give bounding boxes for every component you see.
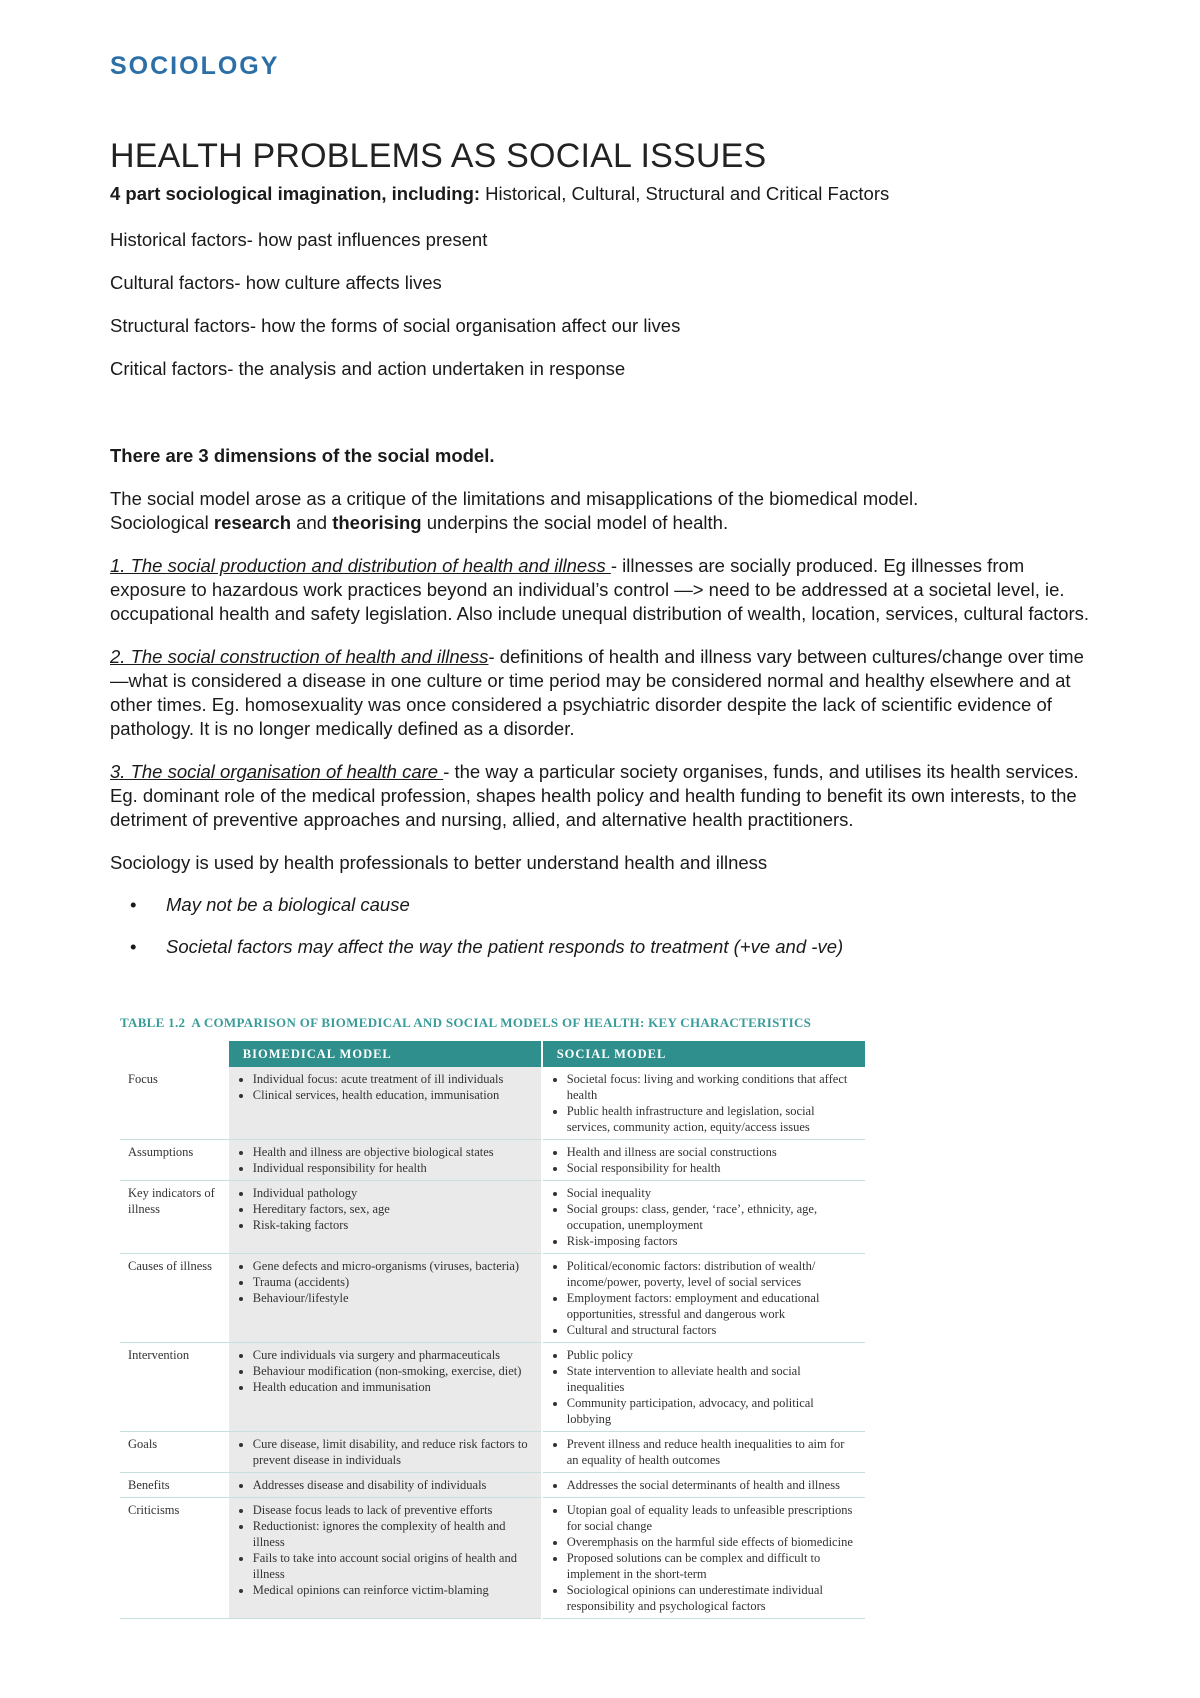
dimensions-heading: There are 3 dimensions of the social model. <box>110 445 495 466</box>
document-page <box>110 44 1100 959</box>
list-item: • Hereditary factors, sex, age <box>253 1201 535 1217</box>
table-row <box>120 1254 865 1343</box>
dimension-paragraph <box>110 645 1100 741</box>
comparison-table-figure <box>120 1015 865 1619</box>
table-number: TABLE 1.2 <box>120 1015 186 1030</box>
cell-bullet-list <box>551 1477 859 1493</box>
table-caption <box>120 1015 865 1031</box>
cell-bullet-list <box>237 1347 535 1395</box>
list-item: • Social groups: class, gender, ‘race’, ethnicity, age, occupation, unemployment <box>567 1201 859 1233</box>
table-row <box>120 1343 865 1432</box>
list-item-text: Societal factors may affect the way the patient responds to treatment (+ve and -ve) <box>166 936 844 957</box>
cell-bullet-list <box>237 1477 535 1493</box>
cell-bullet-list <box>237 1258 535 1306</box>
list-item: • Cultural and structural factors <box>567 1322 859 1338</box>
cell-bullet-list <box>237 1436 535 1468</box>
list-item: • Addresses the social determinants of health and illness <box>567 1477 859 1493</box>
intro-rest: Historical, Cultural, Structural and Critical Factors <box>480 183 890 204</box>
cell-bullet-list <box>551 1144 859 1176</box>
biomedical-cell <box>229 1067 542 1140</box>
intro-paragraph <box>110 182 1100 206</box>
social-cell <box>542 1343 865 1432</box>
table-row <box>120 1181 865 1254</box>
list-item: • Individual responsibility for health <box>253 1160 535 1176</box>
list-item: • Trauma (accidents) <box>253 1274 535 1290</box>
social-model-text: and <box>291 512 333 533</box>
social-model-text: underpins the social model of health. <box>421 512 729 533</box>
table-caption-text: A COMPARISON OF BIOMEDICAL AND SOCIAL MODELS OF HEALTH: KEY CHARACTERISTICS <box>191 1015 812 1030</box>
list-item: • Fails to take into account social origins of health and illness <box>253 1550 535 1582</box>
social-cell <box>542 1254 865 1343</box>
dimension-text: - the way a particular society organises, funds, and utilises its health services. Eg. dominant role of the medical profession, shapes health policy and health funding to benefit its own interests, to the detriment of preventive approaches and nursing, allied, and alternative health practitioners. <box>110 761 1079 830</box>
social-cell <box>542 1140 865 1181</box>
theorising-bold: theorising <box>332 512 422 533</box>
table-row <box>120 1498 865 1619</box>
row-label: Benefits <box>120 1473 229 1498</box>
list-item <box>110 893 1100 917</box>
cell-bullet-list <box>551 1185 859 1249</box>
list-item: • Health and illness are objective biological states <box>253 1144 535 1160</box>
list-item: • Risk-taking factors <box>253 1217 535 1233</box>
cell-bullet-list <box>237 1502 535 1598</box>
list-item: • Community participation, advocacy, and political lobbying <box>567 1395 859 1427</box>
list-item: • Health education and immunisation <box>253 1379 535 1395</box>
list-item: • State intervention to alleviate health and social inequalities <box>567 1363 859 1395</box>
list-item: • Cure disease, limit disability, and reduce risk factors to prevent disease in individuals <box>253 1436 535 1468</box>
list-item: • Societal focus: living and working conditions that affect health <box>567 1071 859 1103</box>
dimension-heading: 1. The social production and distribution of health and illness <box>110 555 611 576</box>
list-item: • Overemphasis on the harmful side effects of biomedicine <box>567 1534 859 1550</box>
cell-bullet-list <box>551 1071 859 1135</box>
row-label: Goals <box>120 1432 229 1473</box>
comparison-table <box>120 1041 865 1619</box>
dimension-paragraph <box>110 554 1100 626</box>
biomedical-cell <box>229 1254 542 1343</box>
row-label: Key indicators of illness <box>120 1181 229 1254</box>
biomedical-cell <box>229 1432 542 1473</box>
list-item: • Disease focus leads to lack of preventive efforts <box>253 1502 535 1518</box>
row-label: Intervention <box>120 1343 229 1432</box>
list-item: • Political/economic factors: distribution of wealth/ income/power, poverty, level of social services <box>567 1258 859 1290</box>
dimension-text: - illnesses are socially produced. Eg illnesses from exposure to hazardous work practices beyond an individual’s control —> need to be addressed at a societal level, ie. occupational health and safety legislation. Also include unequal distribution of wealth, location, services, cultural factors. <box>110 555 1090 624</box>
social-cell <box>542 1498 865 1619</box>
row-label: Assumptions <box>120 1140 229 1181</box>
bullet-icon: • <box>130 936 137 957</box>
list-item: • Individual focus: acute treatment of ill individuals <box>253 1071 535 1087</box>
list-item: • Public health infrastructure and legislation, social services, community action, equity/access issues <box>567 1103 859 1135</box>
table-body <box>120 1067 865 1619</box>
biomedical-cell <box>229 1343 542 1432</box>
list-item: • Reductionist: ignores the complexity of health and illness <box>253 1518 535 1550</box>
social-model-line1: The social model arose as a critique of the limitations and misapplications of the biomedical model. <box>110 488 919 509</box>
factor-cultural: Cultural factors- how culture affects lives <box>110 272 442 293</box>
course-heading: SOCIOLOGY <box>110 52 280 80</box>
cell-bullet-list <box>551 1347 859 1427</box>
list-item: • Social inequality <box>567 1185 859 1201</box>
social-cell <box>542 1473 865 1498</box>
social-model-text: Sociological <box>110 512 214 533</box>
list-item: • Prevent illness and reduce health inequalities to aim for an equality of health outcomes <box>567 1436 859 1468</box>
usage-paragraph: Sociology is used by health professionals to better understand health and illness <box>110 852 768 873</box>
table-row <box>120 1432 865 1473</box>
column-header-social: SOCIAL MODEL <box>542 1041 865 1067</box>
list-item: • Cure individuals via surgery and pharmaceuticals <box>253 1347 535 1363</box>
list-item: • Risk-imposing factors <box>567 1233 859 1249</box>
list-item: • Individual pathology <box>253 1185 535 1201</box>
factor-historical: Historical factors- how past influences present <box>110 229 488 250</box>
cell-bullet-list <box>551 1502 859 1614</box>
list-item: • Health and illness are social constructions <box>567 1144 859 1160</box>
cell-bullet-list <box>551 1258 859 1338</box>
biomedical-cell <box>229 1473 542 1498</box>
intro-bold: 4 part sociological imagination, including: <box>110 183 481 204</box>
row-label: Criticisms <box>120 1498 229 1619</box>
dimension-paragraph <box>110 760 1100 832</box>
social-cell <box>542 1181 865 1254</box>
social-cell <box>542 1067 865 1140</box>
social-model-paragraph <box>110 487 1100 535</box>
list-item: • Addresses disease and disability of individuals <box>253 1477 535 1493</box>
factor-structural: Structural factors- how the forms of social organisation affect our lives <box>110 315 681 336</box>
cell-bullet-list <box>551 1436 859 1468</box>
table-header-row <box>120 1041 865 1067</box>
list-item: • Employment factors: employment and educational opportunities, stressful and dangerous work <box>567 1290 859 1322</box>
table-row <box>120 1140 865 1181</box>
biomedical-cell <box>229 1181 542 1254</box>
list-item: • Proposed solutions can be complex and difficult to implement in the short-term <box>567 1550 859 1582</box>
social-cell <box>542 1432 865 1473</box>
bullet-icon: • <box>130 894 137 915</box>
list-item <box>110 935 1100 959</box>
list-item: • Behaviour/lifestyle <box>253 1290 535 1306</box>
cell-bullet-list <box>237 1144 535 1176</box>
row-label: Focus <box>120 1067 229 1140</box>
column-header-biomedical: BIOMEDICAL MODEL <box>229 1041 542 1067</box>
cell-bullet-list <box>237 1071 535 1103</box>
list-item: • Sociological opinions can underestimate individual responsibility and psychological factors <box>567 1582 859 1614</box>
dimension-heading: 3. The social organisation of health care <box>110 761 444 782</box>
list-item: • Medical opinions can reinforce victim-blaming <box>253 1582 535 1598</box>
page-title: HEALTH PROBLEMS AS SOCIAL ISSUES <box>110 137 767 175</box>
usage-bullet-list <box>110 893 1100 959</box>
dimension-text: - definitions of health and illness vary between cultures/change over time—what is considered a disease in one culture or time period may be considered normal and healthy elsewhere and at other times. Eg. homosexuality was once considered a psychiatric disorder despite the lack of scientific evidence of pathology. It is no longer medically defined as a disorder. <box>110 646 1084 739</box>
list-item: • Gene defects and micro-organisms (viruses, bacteria) <box>253 1258 535 1274</box>
table-row <box>120 1473 865 1498</box>
table-header-blank <box>120 1041 229 1067</box>
list-item: • Clinical services, health education, immunisation <box>253 1087 535 1103</box>
list-item: • Social responsibility for health <box>567 1160 859 1176</box>
factor-critical: Critical factors- the analysis and action undertaken in response <box>110 358 626 379</box>
list-item: • Behaviour modification (non-smoking, exercise, diet) <box>253 1363 535 1379</box>
list-item: • Utopian goal of equality leads to unfeasible prescriptions for social change <box>567 1502 859 1534</box>
biomedical-cell <box>229 1140 542 1181</box>
list-item-text: May not be a biological cause <box>166 894 410 915</box>
biomedical-cell <box>229 1498 542 1619</box>
cell-bullet-list <box>237 1185 535 1233</box>
research-bold: research <box>213 512 292 533</box>
list-item: • Public policy <box>567 1347 859 1363</box>
dimension-heading: 2. The social construction of health and illness <box>110 646 489 667</box>
row-label: Causes of illness <box>120 1254 229 1343</box>
table-row <box>120 1067 865 1140</box>
